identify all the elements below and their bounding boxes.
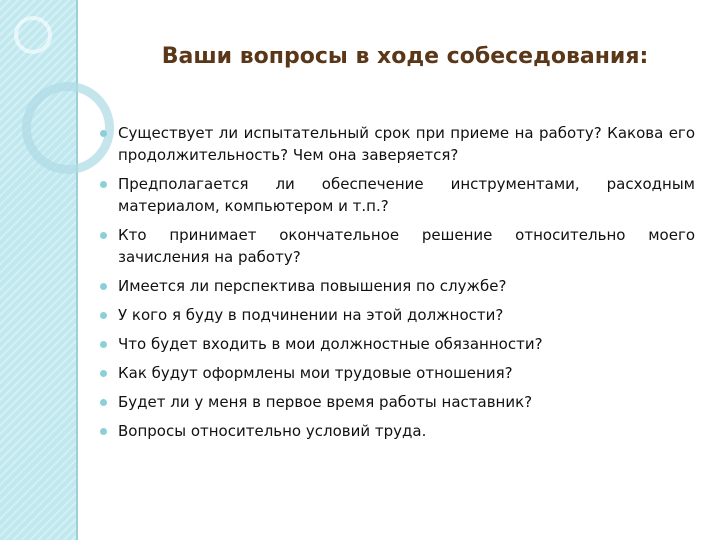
questions-list [100, 122, 695, 449]
decorative-side-panel [0, 0, 78, 540]
decorative-ring-small [14, 16, 52, 54]
list-item-text: Будет ли у меня в первое время работы наставник? [118, 393, 533, 411]
list-item-text: Как будут оформлены мои трудовые отношения? [118, 364, 513, 382]
list-item-text: Кто принимает окончательное решение относительно моего зачисления на работу? [118, 226, 695, 266]
list-item [100, 122, 695, 166]
bullet-dot-icon [100, 399, 107, 406]
bullet-dot-icon [100, 428, 107, 435]
list-item [100, 333, 695, 355]
list-item-text: Что будет входить в мои должностные обязанности? [118, 335, 543, 353]
slide-title: Ваши вопросы в ходе собеседования: [161, 44, 649, 69]
bullet-dot-icon [100, 181, 107, 188]
list-item-text: Имеется ли перспектива повышения по службе? [118, 277, 507, 295]
list-item [100, 173, 695, 217]
list-item [100, 391, 695, 413]
bullet-dot-icon [100, 283, 107, 290]
list-item-text: Предполагается ли обеспечение инструментами, расходным материалом, компьютером и т.п.? [118, 175, 695, 215]
bullet-dot-icon [100, 341, 107, 348]
list-item [100, 420, 695, 442]
list-item [100, 275, 695, 297]
list-item [100, 362, 695, 384]
bullet-dot-icon [100, 232, 107, 239]
list-item [100, 304, 695, 326]
bullet-dot-icon [100, 130, 107, 137]
list-item-text: Существует ли испытательный срок при приеме на работу? Какова его продолжительность? Чем она заверяется? [118, 124, 695, 164]
bullet-dot-icon [100, 370, 107, 377]
bullet-dot-icon [100, 312, 107, 319]
list-item-text: У кого я буду в подчинении на этой должности? [118, 306, 504, 324]
list-item-text: Вопросы относительно условий труда. [118, 422, 427, 440]
list-item [100, 224, 695, 268]
